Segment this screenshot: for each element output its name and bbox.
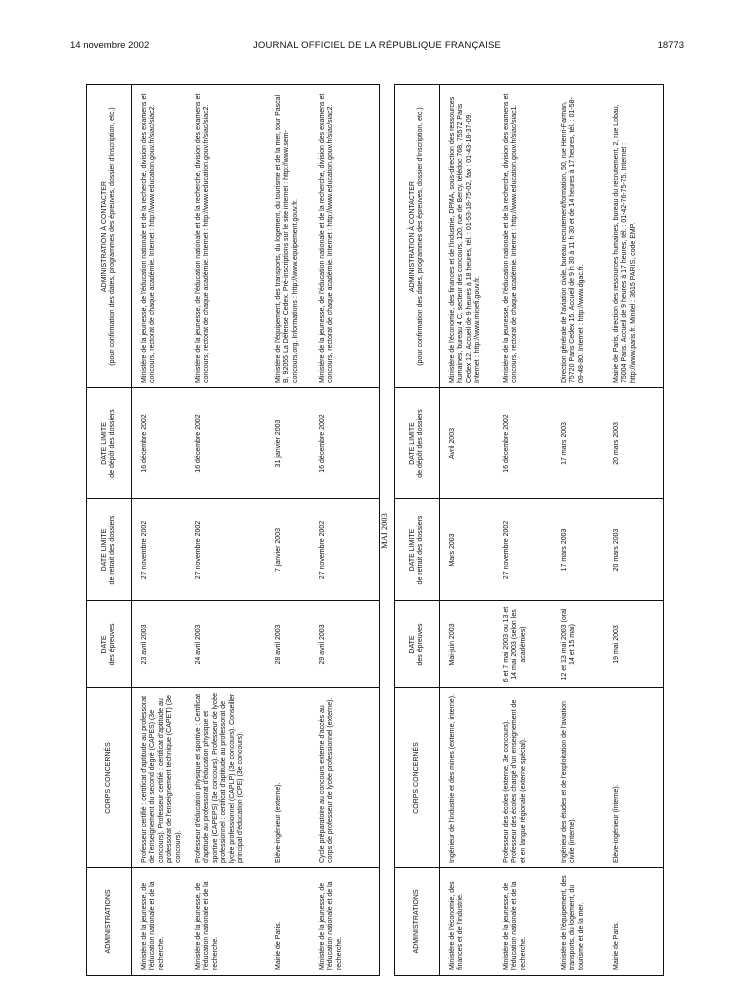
header-depot bbox=[395, 388, 439, 499]
cell-corps: Elève-ingénieur (externe). bbox=[275, 782, 282, 863]
cell-contact: Direction générale de l'aviation civile, bureau recrutement/formation, 50, rue Henri-Farman, 75720 Paris Cedex 15. Accueil de 9 h 30 à 11 h 30 et de 14 heures à 17 heures, tél. : 01-58-09-48-80. Internet : http://www.dgac.fr. bbox=[561, 97, 585, 383]
cell-administrations: Ministère de l'économie, des finances et de l'industrie. bbox=[449, 881, 465, 970]
cell-date-epreuves: 28 avril 2003 bbox=[275, 624, 282, 665]
cell-contact: Ministère de la jeunesse, de l'éducation nationale et de la recherche, division des examens et concours, rectorat de chaque académie. Internet : http://www.education.gouv.fr/siac/siac2. bbox=[195, 93, 211, 383]
cell-administrations: Ministère de l'équipement, des transports, du logement, du tourisme et de la mer. bbox=[561, 875, 585, 970]
header-text: ADMINISTRATION À CONTACTER bbox=[100, 181, 108, 292]
header-retrait bbox=[395, 499, 439, 601]
header-administrations bbox=[395, 868, 439, 975]
cell-retrait: Mars 2003 bbox=[449, 533, 456, 567]
header-administrations bbox=[87, 868, 131, 975]
header-text: CORPS CONCERNÉS bbox=[104, 742, 112, 814]
cell-depot: 16 décembre 2002 bbox=[319, 414, 326, 473]
header-text: ADMINISTRATIONS bbox=[412, 889, 420, 954]
cell-corps: Ingénieur des études et de l'exploitation de l'aviation civile (interne). bbox=[561, 701, 577, 863]
cell-corps: Cycle préparatoire au concours externe d'accès au corps de professeur de lycée professionnel (externe). bbox=[319, 697, 335, 863]
header-text: des épreuves bbox=[109, 623, 116, 666]
cell-corps: Professeur certifié : certificat d'aptitude au professorat de l'enseignement du second degré (CAPES) (3e concours). Professeur certifié : certificat d'aptitude au professorat de l'enseignement technique (CAPET) (3e concours). bbox=[141, 695, 182, 863]
header-text: DATE LIMITE bbox=[100, 422, 108, 465]
cell-corps: Professeur d'éducation physique et sportive : Certificat d'aptitude au professorat d'éducation physique et sportive (CAPEPS) (3e concours). Professeur de lycée professionnel : certificat d'aptitude au professorat de lycée professionnel (CAPLP) (3e concours). Conseiller principal d'éducation (CPE) (3e concours). bbox=[195, 692, 245, 863]
page-header bbox=[70, 40, 684, 54]
header-text: de dépôt des dossiers bbox=[417, 409, 424, 478]
table-header-row bbox=[87, 85, 132, 975]
header-date-epreuves bbox=[87, 601, 131, 688]
cell-retrait: 7 janvier 2003 bbox=[275, 528, 282, 572]
header-text: ADMINISTRATION À CONTACTER bbox=[408, 181, 416, 292]
cell-contact: Ministère de l'équipement, des transports, du logement, du tourisme et de la mer, tour Pascal B, 92055 La Défense Cedex. Pré-inscriptions sur le site internet : http://www.sem-concours.org. Informations : http://www.equipement.gouv.fr. bbox=[275, 94, 299, 383]
table-block-2 bbox=[394, 84, 664, 976]
cell-date-epreuves: 12 et 13 mai 2003 (oral 14 et 15 mai) bbox=[561, 608, 577, 681]
cell-retrait: 27 novembre 2002 bbox=[319, 520, 326, 580]
cell-administrations: Mairie de Paris. bbox=[275, 921, 282, 970]
cell-corps: Ingénieur de l'industrie et des mines (externe, interne). bbox=[449, 693, 456, 863]
cell-date-epreuves: 29 avril 2003 bbox=[319, 624, 326, 665]
header-text: de retrait des dossiers bbox=[109, 515, 116, 585]
header-contact bbox=[395, 85, 439, 388]
cell-depot: Avril 2003 bbox=[449, 428, 456, 460]
page-number: 18773 bbox=[657, 40, 684, 51]
header-corps bbox=[395, 688, 439, 868]
cell-date-epreuves: 19 mai 2003 bbox=[613, 625, 620, 664]
cell-date-epreuves: 6 et 7 mai 2003 ou 13 et 14 mai 2003 (selon les académies) bbox=[503, 606, 527, 683]
month-label: MAI 2003 bbox=[379, 513, 389, 549]
header-text: DATE bbox=[100, 635, 108, 654]
cell-administrations: Ministère de la jeunesse, de l'éducation nationale et de la recherche. bbox=[319, 881, 343, 970]
cell-retrait: 27 novembre 2002 bbox=[141, 520, 148, 580]
cell-depot: 16 décembre 2002 bbox=[503, 414, 510, 473]
cell-retrait: 27 novembre 2002 bbox=[195, 520, 202, 580]
cell-administrations: Ministère de la jeunesse, de l'éducation nationale et de la recherche. bbox=[195, 881, 219, 970]
cell-depot: 20 mars 2003 bbox=[613, 422, 620, 465]
header-text: DATE LIMITE bbox=[408, 422, 416, 465]
header-retrait bbox=[87, 499, 131, 601]
cell-retrait: 27 novembre 2002 bbox=[503, 520, 510, 580]
header-text: (pour confirmation des dates, programmes des épreuves, dossier d'inscription, etc.) bbox=[109, 107, 116, 366]
cell-depot: 31 janvier 2003 bbox=[275, 419, 282, 468]
header-text: des épreuves bbox=[417, 623, 424, 666]
cell-contact: Ministère de l'économie, des finances et de l'industrie, DPMA, sous-direction des ressources humaines, bureau 4 C, secteur des concours, 120, rue de Bercy, télédoc 768, 75572 Paris Cedex 12. Accueil de 9 heures à 18 heures, tél. : 01-53-18-75-02, fax : 01-43-18-37-09. Internet : http://www.minefi.gouv.fr. bbox=[449, 96, 482, 383]
cell-administrations: Mairie de Paris. bbox=[613, 921, 620, 970]
table-block-1 bbox=[86, 84, 380, 976]
cell-date-epreuves: Mai-juin 2003 bbox=[449, 623, 456, 666]
header-text: de retrait des dossiers bbox=[417, 515, 424, 585]
header-text: DATE LIMITE bbox=[408, 528, 416, 572]
header-text: ADMINISTRATIONS bbox=[104, 889, 112, 954]
issue-date: 14 novembre 2002 bbox=[70, 40, 150, 51]
cell-administrations: Ministère de la jeunesse, de l'éducation nationale et de la recherche. bbox=[141, 881, 165, 970]
header-text: DATE bbox=[408, 635, 416, 654]
journal-title: JOURNAL OFFICIEL DE LA RÉPUBLIQUE FRANÇAISE bbox=[252, 40, 502, 51]
header-depot bbox=[87, 388, 131, 499]
header-text: CORPS CONCERNÉS bbox=[412, 742, 420, 814]
cell-administrations: Ministère de la jeunesse, de l'éducation nationale et de la recherche. bbox=[503, 881, 527, 970]
header-text: DATE LIMITE bbox=[100, 528, 108, 572]
cell-corps: Professeur des écoles (externe, 3e concours). Professeur des écoles chargé d'un enseignement de et en langue régionale (externe spécial). bbox=[503, 699, 527, 863]
cell-contact: Ministère de la jeunesse, de l'éducation nationale et de la recherche, division des examens et concours, rectorat de chaque académie. Internet : http://www.education.gouv.fr/siac/siac2. bbox=[141, 93, 157, 383]
header-contact bbox=[87, 85, 131, 388]
cell-contact: Mairie de Paris, direction des ressources humaines, bureau du recrutement, 2, rue Lobau, 75004 Paris. Accueil de 9 heures à 17 heures, tél. : 01-42-76-75-75. Internet : http://www.paris.fr. Minitel : 3615 PARIS, code EMP. bbox=[613, 104, 637, 383]
cell-contact: Ministère de la jeunesse, de l'éducation nationale et de la recherche, division des examens et concours, rectorat de chaque académie. Internet : http://www.education.gouv.fr/siac/siac2. bbox=[319, 93, 335, 383]
header-text: de dépôt des dossiers bbox=[109, 409, 116, 478]
header-corps bbox=[87, 688, 131, 868]
rotated-content bbox=[86, 86, 666, 976]
cell-retrait: 17 mars 2003 bbox=[561, 528, 568, 572]
cell-corps: Elève-ingénieur (interne). bbox=[613, 784, 620, 863]
cell-depot: 16 décembre 2002 bbox=[141, 414, 148, 473]
cell-retrait: 20 mars 2003 bbox=[613, 528, 620, 572]
header-date-epreuves bbox=[395, 601, 439, 688]
cell-depot: 17 mars 2003 bbox=[561, 422, 568, 465]
cell-date-epreuves: 24 avril 2003 bbox=[195, 624, 202, 665]
cell-depot: 16 décembre 2002 bbox=[195, 414, 202, 473]
cell-contact: Ministère de la jeunesse, de l'éducation nationale et de la recherche, division des examens et concours, rectorat de chaque académie. Internet : http://www.education.gouv.fr/siac/siac1. bbox=[503, 93, 519, 383]
table-header-row bbox=[395, 85, 440, 975]
cell-date-epreuves: 23 avril 2003 bbox=[141, 624, 148, 665]
header-text: (pour confirmation des dates, programmes des épreuves, dossier d'inscription, etc.) bbox=[417, 107, 424, 366]
